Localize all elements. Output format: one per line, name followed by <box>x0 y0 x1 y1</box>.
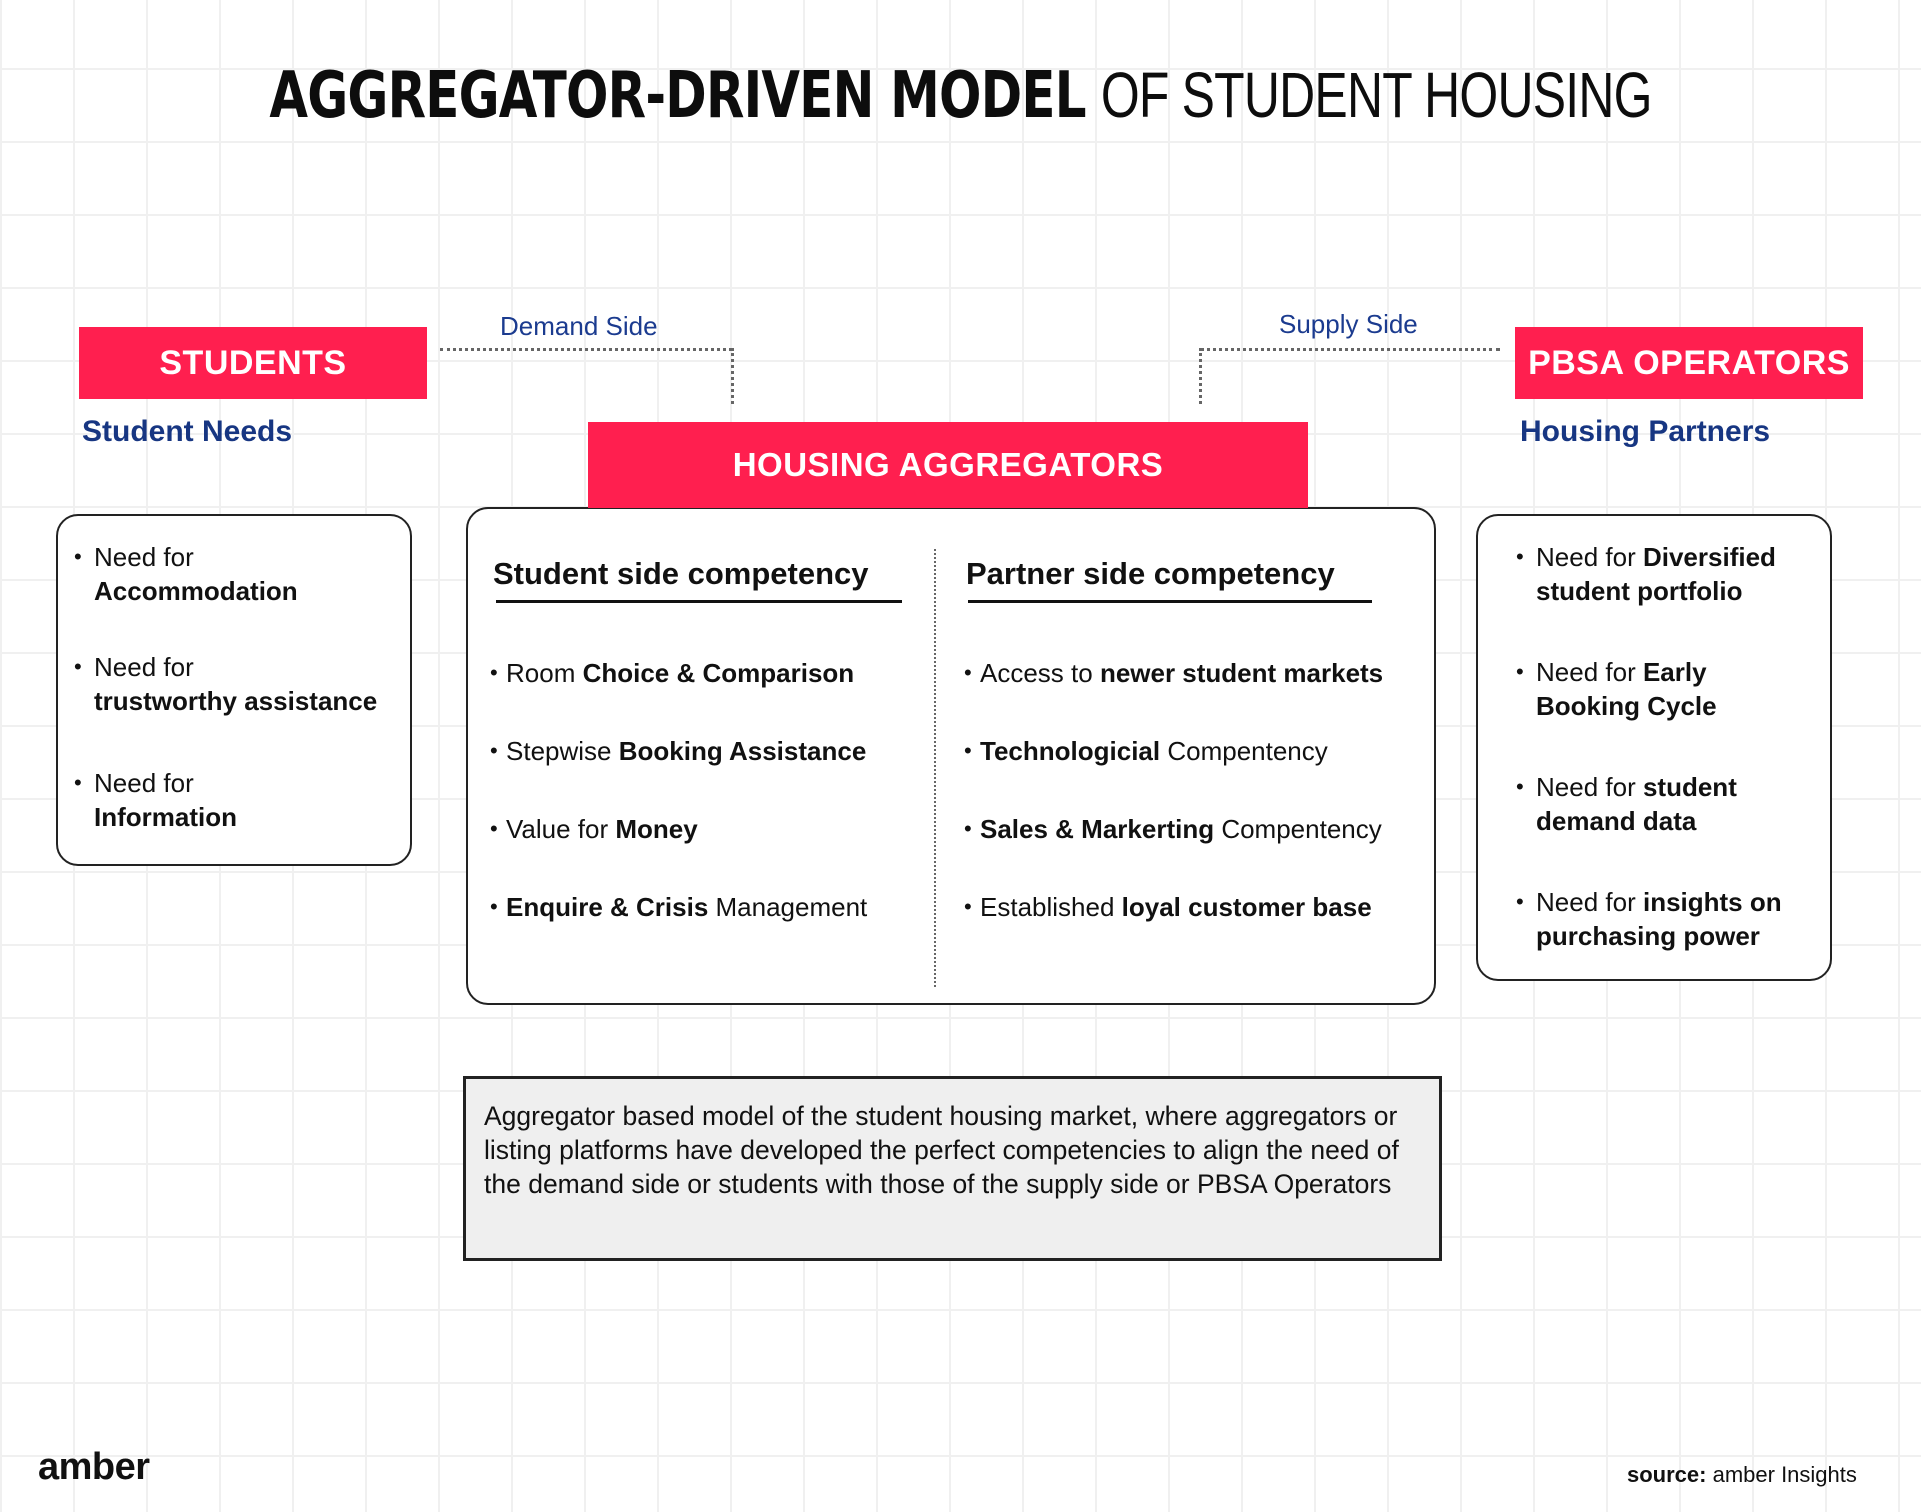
operator-needs-card <box>1476 514 1832 981</box>
need-prefix: Need for <box>1536 542 1636 572</box>
list-item <box>74 540 298 608</box>
demand-connector-horizontal <box>440 348 732 351</box>
comp-bold: loyal customer base <box>1121 892 1372 922</box>
comp-post: Compentency <box>1160 736 1328 766</box>
need-prefix: Need for <box>1536 772 1636 802</box>
need-bold-line2: demand data <box>1536 806 1697 836</box>
source-label: source: <box>1627 1462 1707 1487</box>
supply-connector-vertical <box>1199 348 1202 404</box>
need-prefix: Need for <box>94 652 194 682</box>
list-item <box>74 650 377 718</box>
list-item <box>490 658 854 689</box>
list-item <box>1516 655 1717 723</box>
list-item <box>1516 770 1737 838</box>
need-prefix: Need for <box>1536 887 1636 917</box>
need-prefix: Need for <box>94 768 194 798</box>
comp-bold: newer student markets <box>1099 658 1384 688</box>
partner-side-heading: Partner side competency <box>966 556 1335 591</box>
partner-side-underline <box>968 600 1372 603</box>
supply-connector-horizontal <box>1200 348 1500 351</box>
need-bold: Information <box>94 802 237 832</box>
need-bold-line2: purchasing power <box>1536 921 1760 951</box>
student-needs-heading: Student Needs <box>82 415 293 448</box>
source-credit <box>1627 1462 1857 1488</box>
comp-post: Compentency <box>1214 814 1382 844</box>
comp-bold: Sales & Markerting <box>980 814 1215 844</box>
comp-pre: Access to <box>980 658 1100 688</box>
need-bold-line2: student portfolio <box>1536 576 1743 606</box>
need-prefix: Need for <box>1536 657 1636 687</box>
operators-box <box>1515 327 1863 399</box>
student-needs-card <box>56 514 412 866</box>
need-bold: insights on <box>1642 887 1782 917</box>
aggregators-label: HOUSING AGGREGATORS <box>732 446 1164 483</box>
demand-side-label: Demand Side <box>500 311 658 341</box>
need-bold: trustworthy assistance <box>94 686 378 716</box>
supply-side-label: Supply Side <box>1279 309 1418 339</box>
comp-pre: Stepwise <box>506 736 619 766</box>
column-divider <box>934 549 936 987</box>
need-bold: Diversified <box>1642 542 1776 572</box>
student-side-underline <box>496 600 902 603</box>
aggregators-card <box>466 507 1436 1005</box>
comp-bold: Money <box>615 814 698 844</box>
need-bold: Accommodation <box>94 576 298 606</box>
comp-bold: Choice & Comparison <box>582 658 855 688</box>
list-item <box>1516 885 1782 953</box>
comp-post: Management <box>708 892 868 922</box>
list-item <box>964 658 1383 689</box>
description-note: Aggregator based model of the student housing market, where aggregators or listing platforms have developed the perfect competencies to align the need of the demand side or students with those of the supply side or PBSA Operators <box>463 1076 1442 1261</box>
list-item <box>490 892 867 923</box>
housing-partners-heading: Housing Partners <box>1520 415 1771 448</box>
comp-bold: Enquire & Crisis <box>506 892 709 922</box>
page-title <box>211 58 1709 133</box>
need-bold-line2: Booking Cycle <box>1536 691 1717 721</box>
comp-bold: Booking Assistance <box>618 736 867 766</box>
source-text: amber Insights <box>1706 1462 1857 1487</box>
title-bold: AGGREGATOR-DRIVEN MODEL <box>269 59 1086 133</box>
list-item <box>1516 540 1776 608</box>
list-item <box>964 814 1382 845</box>
operators-label: PBSA OPERATORS <box>1528 343 1850 382</box>
aggregators-box <box>588 422 1308 508</box>
need-bold: Early <box>1642 657 1707 687</box>
student-side-heading: Student side competency <box>493 556 869 591</box>
students-label: STUDENTS <box>159 343 347 382</box>
need-bold: student <box>1642 772 1737 802</box>
amber-logo: amber <box>38 1446 150 1488</box>
demand-connector-vertical <box>731 348 734 404</box>
list-item <box>964 892 1372 923</box>
list-item <box>74 766 237 834</box>
list-item <box>490 814 698 845</box>
comp-pre: Established <box>980 892 1122 922</box>
students-box <box>79 327 427 399</box>
comp-bold: Technologicial <box>980 736 1161 766</box>
need-prefix: Need for <box>94 542 194 572</box>
title-light: OF STUDENT HOUSING <box>1100 59 1652 131</box>
comp-pre: Room <box>506 658 583 688</box>
list-item <box>490 736 866 767</box>
comp-pre: Value for <box>506 814 616 844</box>
list-item <box>964 736 1328 767</box>
